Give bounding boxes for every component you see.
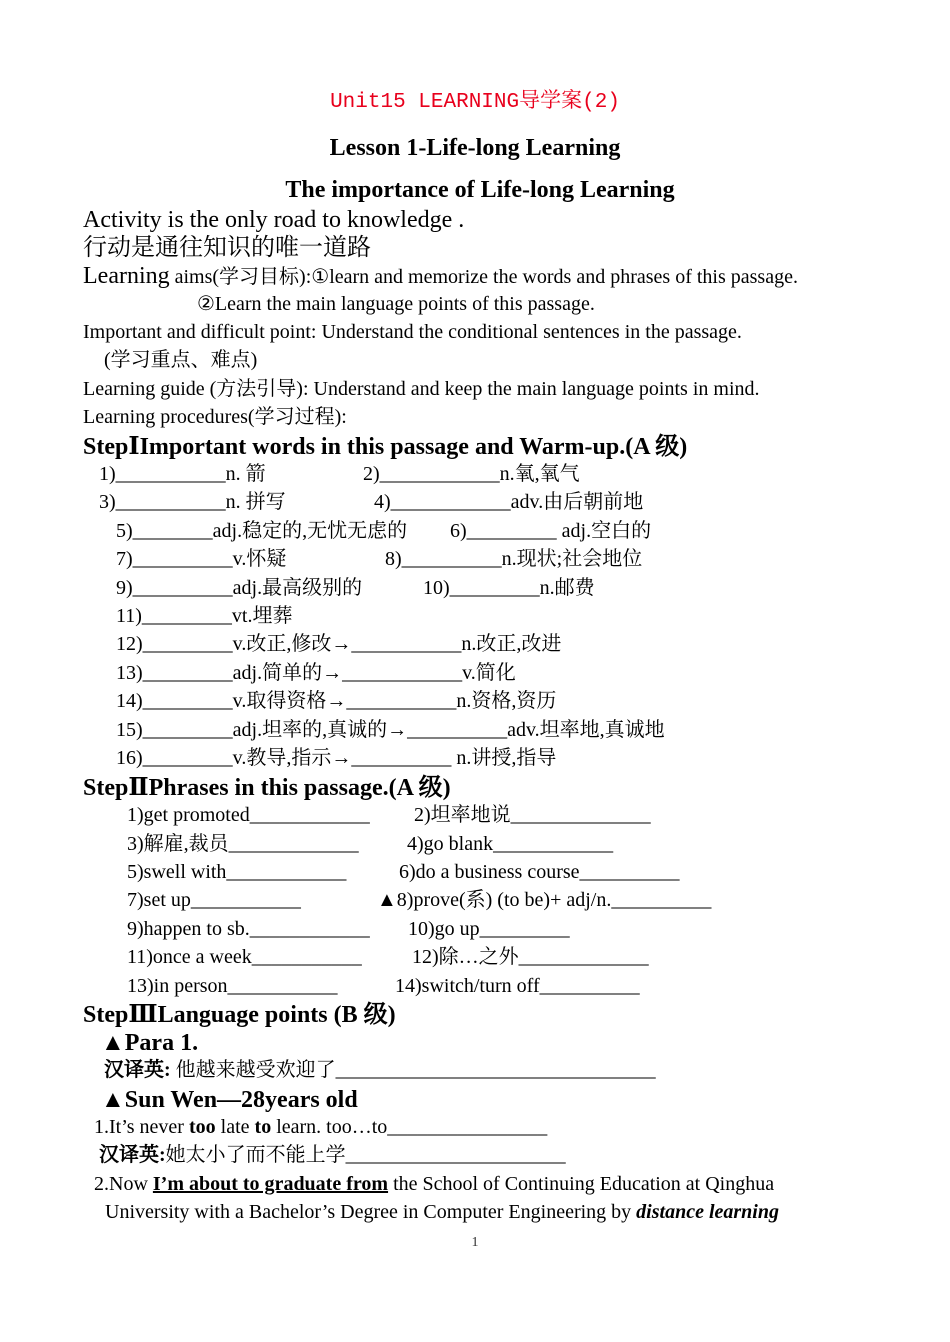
phrase-item: 3)解雇,裁员_____________ (127, 833, 359, 855)
step2-heading: StepⅡPhrases in this passage.(A 级) (83, 775, 451, 801)
sentence-1 (94, 1117, 547, 1137)
word-item: 4)____________adv.由后朝前地 (374, 491, 644, 513)
aims-head: Learning (83, 263, 170, 289)
phrase-item: 1)get promoted____________ (127, 804, 370, 826)
phrase-item: 4)go blank____________ (407, 833, 614, 855)
word-item: 13)_________adj.简单的→____________v.简化 (116, 662, 516, 684)
para-1-label: ▲Para 1. (101, 1030, 199, 1056)
unit-title: Unit15 LEARNING导学案(2) (330, 91, 620, 114)
sentence-2 (94, 1174, 774, 1194)
step3-heading: StepⅢLanguage points (B 级) (83, 1002, 396, 1028)
sentence-1-too: too (188, 1116, 216, 1138)
phrase-item: 14)switch/turn off__________ (395, 975, 640, 997)
word-item: 11)_________vt.埋葬 (116, 605, 293, 627)
learning-procedures: Learning procedures(学习过程): (83, 406, 347, 428)
word-item: 12)_________v.改正,修改→___________n.改正,改进 (116, 633, 562, 655)
sentence-1-part: learn. too…to________________ (271, 1116, 548, 1138)
phrase-item: 2)坦率地说______________ (414, 804, 651, 826)
subtitle: The importance of Life-long Learning (285, 177, 675, 203)
lesson-title: Lesson 1-Life-long Learning (329, 135, 621, 161)
quote-en: Activity is the only road to knowledge . (83, 207, 465, 233)
learning-aims-line-1 (83, 264, 798, 288)
sentence-2-part: the School of Continuing Education at Qinghua (388, 1173, 775, 1195)
quote-cn: 行动是通往知识的唯一道路 (83, 235, 371, 261)
phrase-item: 13)in person___________ (127, 975, 338, 997)
important-point: Important and difficult point: Understand the conditional sentences in the passage. (83, 321, 742, 343)
word-item: 6)_________ adj.空白的 (450, 520, 652, 542)
phrase-item: 9)happen to sb.____________ (127, 918, 370, 940)
sentence-2-line-2 (105, 1202, 779, 1222)
sentence-2-part: 2.Now (94, 1173, 153, 1195)
translation-1-text: 他越来越受欢迎了________________________________ (170, 1059, 656, 1081)
translation-1 (104, 1060, 656, 1080)
translation-2-text: 她太小了而不能上学______________________ (165, 1144, 566, 1166)
word-item: 5)________adj.稳定的,无忧无虑的 (116, 520, 408, 542)
word-item: 16)_________v.教导,指示→__________ n.讲授,指导 (116, 747, 557, 769)
word-item: 9)__________adj.最高级别的 (116, 577, 363, 599)
sentence-2-part: University with a Bachelor’s Degree in Computer Engineering by (105, 1201, 637, 1223)
phrase-item: 7)set up___________ (127, 889, 301, 911)
sentence-1-part: 1.It’s never (94, 1116, 189, 1138)
translation-2 (99, 1145, 566, 1165)
learning-aims-line-2: ②Learn the main language points of this passage. (197, 293, 595, 315)
word-item: 3)___________n. 拼写 (99, 491, 286, 513)
phrase-item: 12)除…之外_____________ (412, 946, 649, 968)
word-item: 7)__________v.怀疑 (116, 548, 287, 570)
sentence-2-emphasis: distance learning (636, 1201, 779, 1223)
word-item: 1)___________n. 箭 (99, 463, 266, 485)
phrase-item: 6)do a business course__________ (399, 861, 680, 883)
word-item: 2)____________n.氧,氧气 (363, 463, 580, 485)
learning-guide: Learning guide (方法引导): Understand and keep the main language points in mind. (83, 378, 760, 400)
step1-heading: StepⅠImportant words in this passage and Warm-up.(A 级) (83, 434, 688, 460)
word-item: 14)_________v.取得资格→___________n.资格,资历 (116, 690, 557, 712)
translation-label: 汉译英: (104, 1059, 171, 1081)
word-item: 15)_________adj.坦率的,真诚的→__________adv.坦率地,真诚地 (116, 719, 665, 741)
phrase-item: 10)go up_________ (408, 918, 570, 940)
sentence-2-key-phrase: I’m about to graduate from (152, 1173, 389, 1195)
important-point-cn: (学习重点、难点) (104, 349, 258, 371)
phrase-item: 5)swell with____________ (127, 861, 347, 883)
translation-label: 汉译英: (99, 1144, 166, 1166)
word-item: 8)__________n.现状;社会地位 (385, 548, 643, 570)
page-number: 1 (471, 1235, 479, 1250)
word-item: 10)_________n.邮费 (423, 577, 595, 599)
sentence-1-part: late (215, 1116, 255, 1138)
aims-rest: aims(学习目标):①learn and memorize the words and phrases of this passage. (169, 266, 798, 288)
phrase-item: ▲8)prove(系) (to be)+ adj/n.__________ (377, 889, 712, 911)
sun-wen-heading: ▲Sun Wen—28years old (101, 1087, 358, 1113)
sentence-1-to: to (254, 1116, 272, 1138)
phrase-item: 11)once a week___________ (127, 946, 362, 968)
